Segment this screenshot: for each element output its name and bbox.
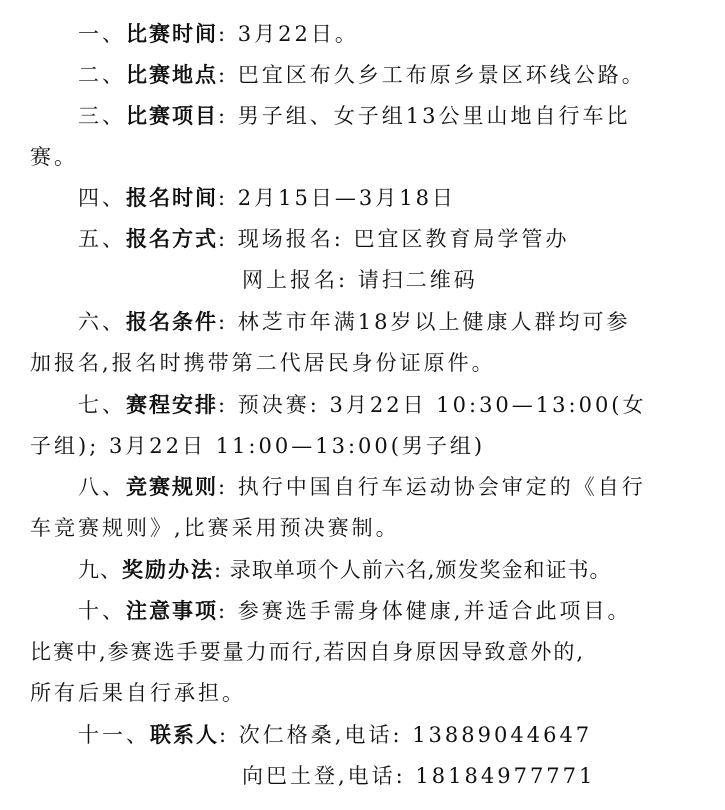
item-number: 七、 [78, 393, 126, 417]
item-value: 执行中国自行车运动协会审定的《自行 [237, 475, 646, 499]
item-separator: : [218, 310, 229, 334]
item-label: 奖励办法 [122, 558, 214, 582]
item-contacts [0, 718, 725, 752]
item-label: 竞赛规则 [126, 475, 218, 499]
item-time [0, 17, 725, 51]
item-value: 次仁格桑,电话: 13889044647 [238, 723, 593, 747]
item-label: 注意事项 [126, 599, 218, 623]
item-value: 录取单项个人前六名,颁发奖金和证书。 [229, 558, 612, 582]
item-label: 比赛地点 [126, 63, 218, 87]
item-separator: : [218, 599, 229, 623]
item-events-continuation: 赛。 [30, 145, 78, 169]
item-value: 3月22日。 [237, 22, 359, 46]
item-separator: : [218, 22, 229, 46]
item-registration-method [0, 222, 725, 256]
item-value: 现场报名: 巴宜区教育局学管办 [237, 227, 570, 251]
item-value: 林芝市年满18岁以上健康人群均可参 [237, 310, 631, 334]
item-rules [0, 470, 725, 504]
item-label: 报名时间 [126, 186, 218, 210]
item-value: 男子组、女子组13公里山地自行车比 [237, 104, 631, 128]
item-notes [0, 594, 725, 628]
item-label: 报名方式 [126, 227, 218, 251]
item-number: 五、 [78, 227, 126, 251]
item-value: 2月15日—3月18日 [237, 186, 456, 210]
item-number: 四、 [78, 186, 126, 210]
item-label: 比赛时间 [126, 22, 218, 46]
item-label: 联系人 [150, 723, 219, 747]
item-separator: : [218, 475, 229, 499]
item-value: 巴宜区布久乡工布原乡景区环线公路。 [237, 63, 646, 87]
item-separator: : [218, 63, 229, 87]
item-location [0, 58, 725, 92]
item-separator: : [219, 723, 230, 747]
item-rules-continuation: 车竞赛规则》,比赛采用预决赛制。 [30, 516, 400, 540]
item-number: 三、 [78, 104, 126, 128]
item-value: 参赛选手需身体健康,并适合此项目。 [237, 599, 632, 623]
item-separator: : [218, 186, 229, 210]
item-rewards [0, 553, 725, 587]
item-notes-continuation-2: 所有后果自行承担。 [30, 681, 246, 705]
item-label: 赛程安排 [126, 393, 218, 417]
item-label: 报名条件 [126, 310, 218, 334]
item-number: 二、 [78, 63, 126, 87]
item-number: 九、 [78, 558, 122, 582]
item-notes-continuation: 比赛中,参赛选手要量力而行,若因自身原因导致意外的, [30, 640, 586, 664]
item-contacts-second: 向巴土登,电话: 18184977771 [242, 764, 596, 788]
item-number: 八、 [78, 475, 126, 499]
item-schedule [0, 388, 725, 422]
item-label: 比赛项目 [126, 104, 218, 128]
item-registration-time [0, 181, 725, 215]
item-separator: : [218, 393, 229, 417]
item-number: 六、 [78, 310, 126, 334]
item-separator: : [218, 104, 229, 128]
item-registration-method-online: 网上报名: 请扫二维码 [242, 268, 478, 292]
item-registration-conditions [0, 305, 725, 339]
item-number: 一、 [78, 22, 126, 46]
item-separator: : [214, 558, 223, 582]
item-schedule-continuation: 子组); 3月22日 11:00—13:00(男子组) [30, 434, 486, 458]
item-value: 预决赛: 3月22日 10:30—13:00(女 [237, 393, 647, 417]
item-separator: : [218, 227, 229, 251]
item-events [0, 99, 725, 133]
item-number: 十、 [78, 599, 126, 623]
item-registration-conditions-continuation: 加报名,报名时携带第二代居民身份证原件。 [30, 351, 496, 375]
item-number: 十一、 [78, 723, 150, 747]
